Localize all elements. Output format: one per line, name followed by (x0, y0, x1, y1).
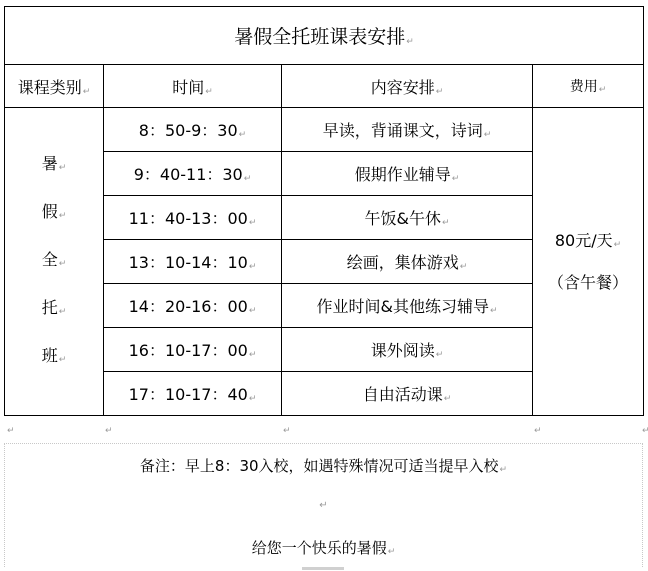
content-text: 午饭&午休 ↵ (364, 209, 449, 228)
content-cell (282, 196, 533, 240)
time-text: 9：40-11：30 ↵ (134, 165, 252, 184)
header-category (5, 65, 104, 108)
time-cell (104, 152, 282, 196)
content-cell (282, 240, 533, 284)
time-text: 13：10-14：10 ↵ (129, 253, 257, 272)
remark-text: 备注：早上8：30入校，如遇特殊情况可适当提早入校 ↵ (140, 457, 507, 475)
content-text: 假期作业辅导 ↵ (355, 165, 460, 184)
remark-line (5, 455, 642, 476)
fee-price: 80元/天 ↵ (533, 222, 643, 264)
time-cell (104, 240, 282, 284)
time-cell (104, 328, 282, 372)
header-content (282, 65, 533, 108)
paragraph-marks-row (0, 424, 648, 438)
category-char: 假 ↵ (5, 190, 103, 238)
category-cell (5, 108, 104, 416)
content-text: 作业时间&其他练习辅导 ↵ (316, 297, 497, 316)
notes-area (4, 443, 643, 567)
header-time-label: 时间 ↵ (172, 78, 213, 97)
page-edge-marker (302, 567, 344, 570)
time-cell (104, 284, 282, 328)
paragraph-mark (6, 424, 15, 436)
category-char: 托 ↵ (5, 286, 103, 334)
fee-cell (533, 108, 644, 416)
header-time (104, 65, 282, 108)
time-text: 11：40-13：00 ↵ (129, 209, 257, 228)
empty-paragraph-mark: ↵ (319, 500, 328, 511)
header-category-label: 课程类别 ↵ (18, 78, 91, 97)
time-text: 17：10-17：40 ↵ (129, 385, 257, 404)
content-cell (282, 108, 533, 152)
category-char: 暑 ↵ (5, 142, 103, 190)
table-row (5, 108, 644, 152)
closing-line (5, 537, 642, 558)
paragraph-mark (104, 424, 113, 436)
header-fee-label: 费用 ↵ (570, 79, 607, 95)
paragraph-mark (641, 424, 648, 436)
time-text: 16：10-17：00 ↵ (129, 341, 257, 360)
table-title: 暑假全托班课表安排 ↵ (234, 26, 414, 48)
content-text: 早读，背诵课文，诗词 ↵ (323, 121, 492, 140)
content-text: 课外阅读 ↵ (371, 341, 444, 360)
category-char: 全 ↵ (5, 238, 103, 286)
time-text: 14：20-16：00 ↵ (129, 297, 257, 316)
time-text: 8：50-9：30 ↵ (139, 121, 246, 140)
schedule-table (4, 6, 644, 416)
content-text: 自由活动课 ↵ (363, 385, 452, 404)
paragraph-mark (282, 424, 291, 436)
table-title-cell (5, 7, 644, 65)
header-fee (533, 65, 644, 108)
fee-note: （含午餐） (547, 272, 628, 292)
time-cell (104, 372, 282, 416)
content-text: 绘画，集体游戏 ↵ (347, 253, 468, 272)
content-cell (282, 372, 533, 416)
paragraph-mark (533, 424, 542, 436)
time-cell (104, 196, 282, 240)
closing-text: 给您一个快乐的暑假 ↵ (252, 539, 396, 557)
content-cell (282, 152, 533, 196)
time-cell (104, 108, 282, 152)
header-content-label: 内容安排 ↵ (371, 78, 444, 97)
content-cell (282, 328, 533, 372)
content-cell (282, 284, 533, 328)
category-char: 班 ↵ (5, 334, 103, 382)
